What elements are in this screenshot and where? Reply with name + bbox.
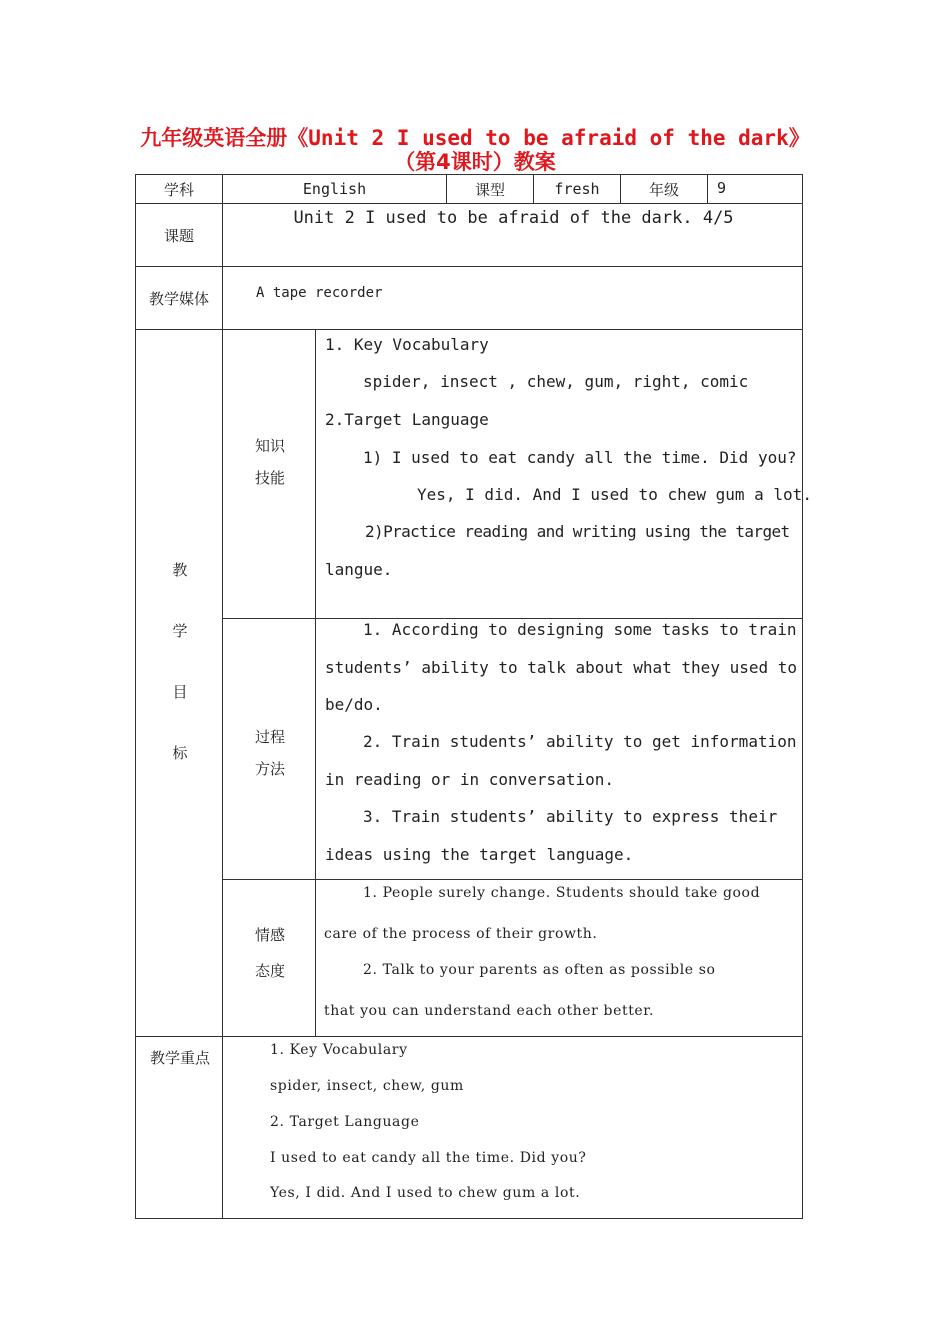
emotion-line: that you can understand each other better.: [324, 1003, 655, 1019]
key-point-line: I used to eat candy all the time. Did you?: [270, 1150, 587, 1166]
knowledge-line: spider, insect , chew, gum, right, comic: [363, 372, 749, 391]
knowledge-line: 1. Key Vocabulary: [325, 335, 489, 354]
key-point-line: 1. Key Vocabulary: [270, 1042, 408, 1058]
topic-value: Unit 2 I used to be afraid of the dark. 4/5: [293, 208, 734, 228]
key-points-content: [222, 1036, 803, 1219]
objectives-char: 学: [172, 622, 188, 640]
emotion-content: [315, 879, 803, 1037]
process-line: be/do.: [325, 695, 383, 714]
key-point-line: spider, insect, chew, gum: [270, 1078, 464, 1094]
emotion-line: 2. Talk to your parents as often as possible so: [363, 962, 716, 978]
process-line: ideas using the target language.: [325, 845, 634, 864]
type-value: fresh: [533, 174, 621, 204]
knowledge-label: [222, 329, 316, 619]
process-line: 2. Train students’ ability to get information: [363, 732, 797, 751]
objectives-char: 标: [172, 744, 188, 762]
objectives-char: 教: [172, 561, 188, 579]
media-value: A tape recorder: [256, 285, 383, 301]
emotion-label-line1: 情感: [254, 926, 285, 944]
knowledge-line: 1) I used to eat candy all the time. Did you?: [363, 448, 797, 467]
knowledge-line: Yes, I did. And I used to chew gum a lot.: [417, 485, 812, 504]
process-label-line2: 方法: [254, 760, 285, 778]
key-points-label: [135, 1036, 223, 1219]
knowledge-label-line2: 技能: [254, 469, 285, 487]
media-label: 教学媒体: [135, 266, 223, 330]
objectives-label: [135, 329, 223, 1037]
process-line: in reading or in conversation.: [325, 770, 614, 789]
process-label: [222, 618, 316, 880]
grade-value: 9: [707, 174, 803, 204]
topic-value-cell: [222, 203, 803, 267]
subject-value: English: [222, 174, 447, 204]
knowledge-line: 2.Target Language: [325, 410, 489, 429]
document-title-line1: 九年级英语全册《Unit 2 I used to be afraid of the dark》: [140, 126, 810, 150]
key-points-label-text: 教学重点: [149, 1049, 210, 1067]
grade-label: 年级: [620, 174, 708, 204]
emotion-line: 1. People surely change. Students should take good: [363, 885, 761, 901]
emotion-label: [222, 879, 316, 1037]
knowledge-line: langue.: [325, 560, 393, 579]
process-line: 1. According to designing some tasks to train: [363, 620, 797, 639]
process-line: 3. Train students’ ability to express their: [363, 807, 778, 826]
objectives-char: 目: [172, 683, 188, 701]
knowledge-label-line1: 知识: [254, 437, 285, 455]
topic-label: 课题: [135, 203, 223, 267]
type-label: 课型: [446, 174, 534, 204]
process-label-line1: 过程: [254, 728, 285, 746]
key-point-line: Yes, I did. And I used to chew gum a lot.: [270, 1185, 581, 1201]
document-title-line2: （第4课时）教案: [394, 150, 556, 174]
key-point-line: 2. Target Language: [270, 1114, 420, 1130]
media-value-cell: [222, 266, 803, 330]
subject-label: 学科: [135, 174, 223, 204]
knowledge-line: 2)Practice reading and writing using the target: [365, 522, 790, 541]
emotion-label-line2: 态度: [254, 962, 285, 980]
process-content: [315, 618, 803, 880]
knowledge-content: [315, 329, 812, 619]
process-line: students’ ability to talk about what they used to: [325, 658, 798, 677]
emotion-line: care of the process of their growth.: [324, 926, 598, 942]
